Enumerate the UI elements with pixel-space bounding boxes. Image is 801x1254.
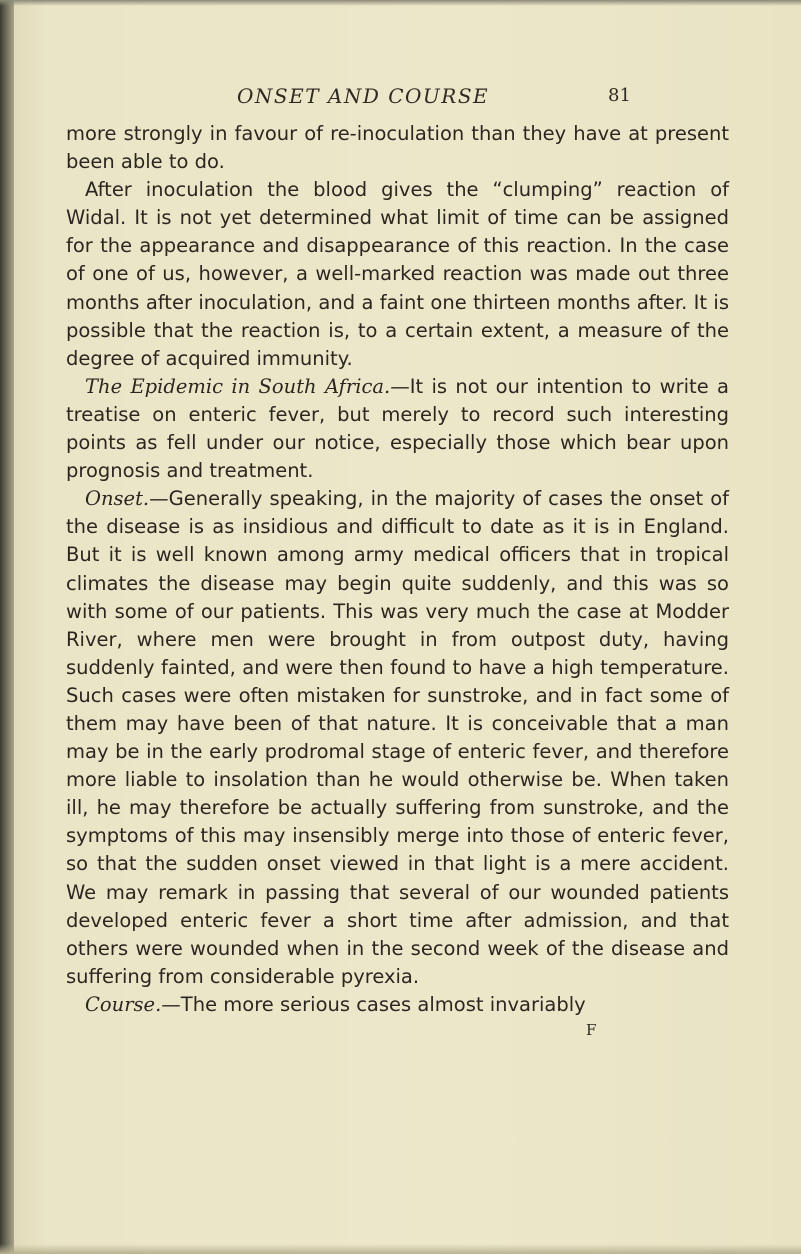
section-heading: Course. <box>85 992 162 1016</box>
page-bottom-edge <box>0 1244 801 1254</box>
paragraph-onset <box>66 485 729 991</box>
paragraph-text: —It is not our intention to write a treatise on enteric fever, but merely to record such interesting points as fell under our notice, especially those which bear upon prognosis and treatment. <box>66 374 729 483</box>
running-head <box>0 84 801 114</box>
paragraph-continuation <box>66 120 729 176</box>
page-number: 81 <box>608 85 631 106</box>
signature-mark: F <box>586 1021 597 1039</box>
paragraph-course <box>66 991 729 1019</box>
body-text <box>66 120 729 1019</box>
paragraph-text: After inoculation the blood gives the “clumping” reaction of Widal. It is not yet determined what limit of time can be assigned for the appearance and disappearance of this reaction. In the case of one of us, however, a well-marked reaction was made out three months after inoculation, and a faint one thirteen months after. It is possible that the reaction is, to a certain extent, a measure of the degree of acquired immunity. <box>66 178 729 370</box>
paragraph-text: more strongly in favour of re-inoculation than they have at present been able to do. <box>66 122 729 174</box>
book-binding-edge <box>0 0 14 1254</box>
paragraph-text: —The more serious cases almost invariably <box>161 992 586 1016</box>
paragraph-inoculation-reaction <box>66 176 729 373</box>
page-top-edge <box>0 0 801 6</box>
paragraph-epidemic-south-africa <box>66 373 729 485</box>
section-heading: The Epidemic in South Africa. <box>85 374 391 398</box>
section-heading: Onset. <box>85 487 150 511</box>
running-head-title: ONSET AND COURSE <box>237 84 490 108</box>
paragraph-text: —Generally speaking, in the majority of cases the onset of the disease is as insidious and difficult to date as it is in England. But it is well known among army medical officers that in tropical climates the disease may begin quite suddenly, and this was so with some of our patients. This was very much the case at Modder River, where men were brought in from outpost duty, having suddenly fainted, and were then found to have a high temperature. Such cases were often mistaken for sunstroke, and in fact some of them may have been of that nature. It is conceivable that a man may be in the early prodromal stage of enteric fever, and therefore more liable to insolation than he would otherwise be. When taken ill, he may therefore be actually suffering from sunstroke, and the symptoms of this may insensibly merge into those of enteric fever, so that the sudden onset viewed in that light is a mere accident. We may remark in passing that several of our wounded patients developed enteric fever a short time after admission, and that others were wounded when in the second week of the disease and suffering from considerable pyrexia. <box>66 487 729 988</box>
